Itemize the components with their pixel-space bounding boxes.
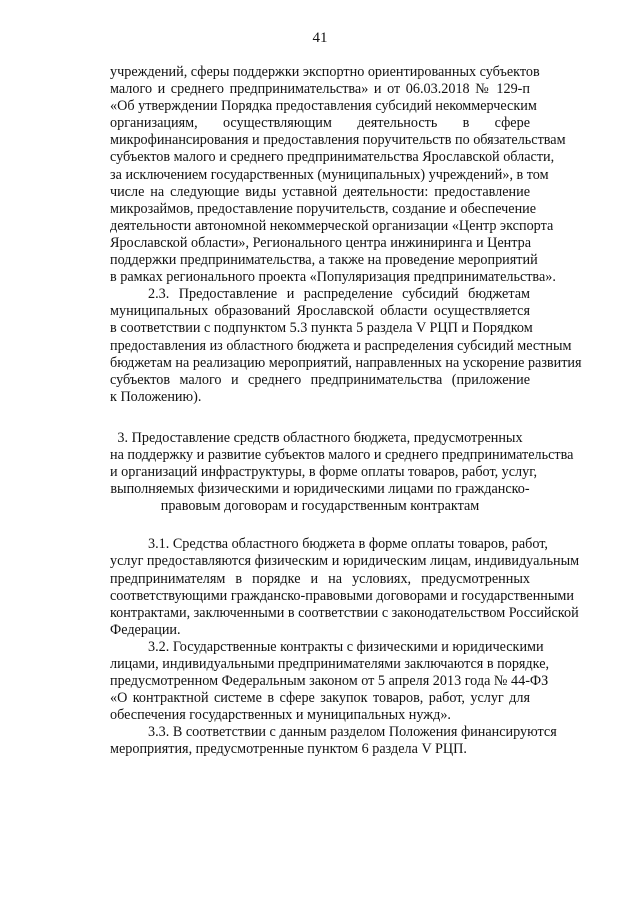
text-line: 3.1. Средства областного бюджета в форме оплаты товаров, работ,	[148, 536, 548, 553]
text-line: предусмотренном Федеральным законом от 5 апреля 2013 года № 44-ФЗ	[110, 673, 549, 690]
text-line: микрозаймов, предоставление поручительств, создание и обеспечение	[110, 200, 537, 217]
paragraph-3-1	[110, 536, 580, 639]
text-line: предпринимателям в порядке и на условиях, предусмотренных	[110, 570, 530, 587]
page-number: 41	[312, 30, 328, 46]
text-line: 3.3. В соответствии с данным разделом Положения финансируются	[148, 724, 557, 741]
text-line: «О контрактной системе в сфере закупок товаров, работ, услуг для	[110, 690, 530, 707]
text-line: Ярославской области», Регионального центра инжиниринга и Центра	[110, 234, 532, 251]
heading-line: правовым договорам и государственным контрактам	[160, 498, 480, 515]
text-line: в рамках регионального проекта «Популяризация предпринимательства».	[110, 269, 556, 286]
text-line: предоставления из областного бюджета и распределения субсидий местным	[110, 337, 572, 354]
text-line: соответствующими гражданско-правовыми договорами и государственными	[110, 587, 575, 604]
heading-line: 3. Предоставление средств областного бюджета, предусмотренных	[117, 429, 523, 446]
text-line: 3.2. Государственные контракты с физическими и юридическими	[148, 638, 544, 655]
heading-line: и организаций инфраструктуры, в форме оплаты товаров, работ, услуг,	[110, 464, 537, 481]
section-3-heading	[110, 429, 574, 515]
text-line: услуг предоставляются физическим и юридическим лицам, индивидуальным	[110, 553, 580, 570]
text-line: лицами, индивидуальными предпринимателями заключаются в порядке,	[110, 656, 550, 672]
text-line: Федерации.	[110, 621, 181, 638]
heading-line: на поддержку и развитие субъектов малого и среднего предпринимательства	[110, 446, 574, 463]
heading-line: выполняемых физическими и юридическими лицами по гражданско-	[110, 481, 530, 498]
paragraph-2-3	[110, 286, 582, 406]
text-line: малого и среднего предпринимательства» и от 06.03.2018 № 129-п	[110, 81, 530, 98]
text-line: бюджетам на реализацию мероприятий, направленных на ускорение развития	[110, 354, 582, 371]
text-line: субъектов малого и среднего предпринимательства (приложение	[110, 371, 530, 388]
text-line: контрактами, заключенными в соответствии с законодательством Российской	[110, 604, 579, 621]
paragraph-2-2-continuation	[110, 64, 566, 286]
text-line: обеспечения государственных и муниципальных нужд».	[110, 707, 451, 724]
text-line: числе на следующие виды уставной деятельности: предоставление	[110, 183, 530, 200]
text-line: 2.3. Предоставление и распределение субсидий бюджетам	[148, 286, 530, 303]
text-line: поддержки предпринимательства, а также на проведение мероприятий	[110, 252, 538, 269]
text-line: за исключением государственных (муниципальных) учреждений», в том	[110, 166, 549, 183]
text-line: деятельности автономной некоммерческой организации «Центр экспорта	[110, 217, 554, 234]
text-line: учреждений, сферы поддержки экспортно ориентированных субъектов	[110, 64, 540, 80]
text-line: муниципальных образований Ярославской области осуществляется	[110, 303, 530, 320]
text-line: «Об утверждении Порядка предоставления субсидий некоммерческим	[110, 98, 537, 115]
text-line: организациям, осуществляющим деятельность в сфере	[110, 115, 530, 132]
paragraph-3-2	[110, 638, 550, 724]
paragraph-3-3	[110, 724, 557, 758]
text-line: в соответствии с подпунктом 5.3 пункта 5 раздела V РЦП и Порядком	[110, 320, 533, 337]
text-line: мероприятия, предусмотренные пунктом 6 раздела V РЦП.	[110, 741, 467, 758]
document-body	[110, 64, 582, 759]
text-line: к Положению).	[110, 388, 202, 405]
text-line: микрофинансирования и предоставления поручительств по обязательствам	[110, 132, 566, 149]
text-line: субъектов малого и среднего предпринимательства Ярославской области,	[110, 149, 555, 166]
